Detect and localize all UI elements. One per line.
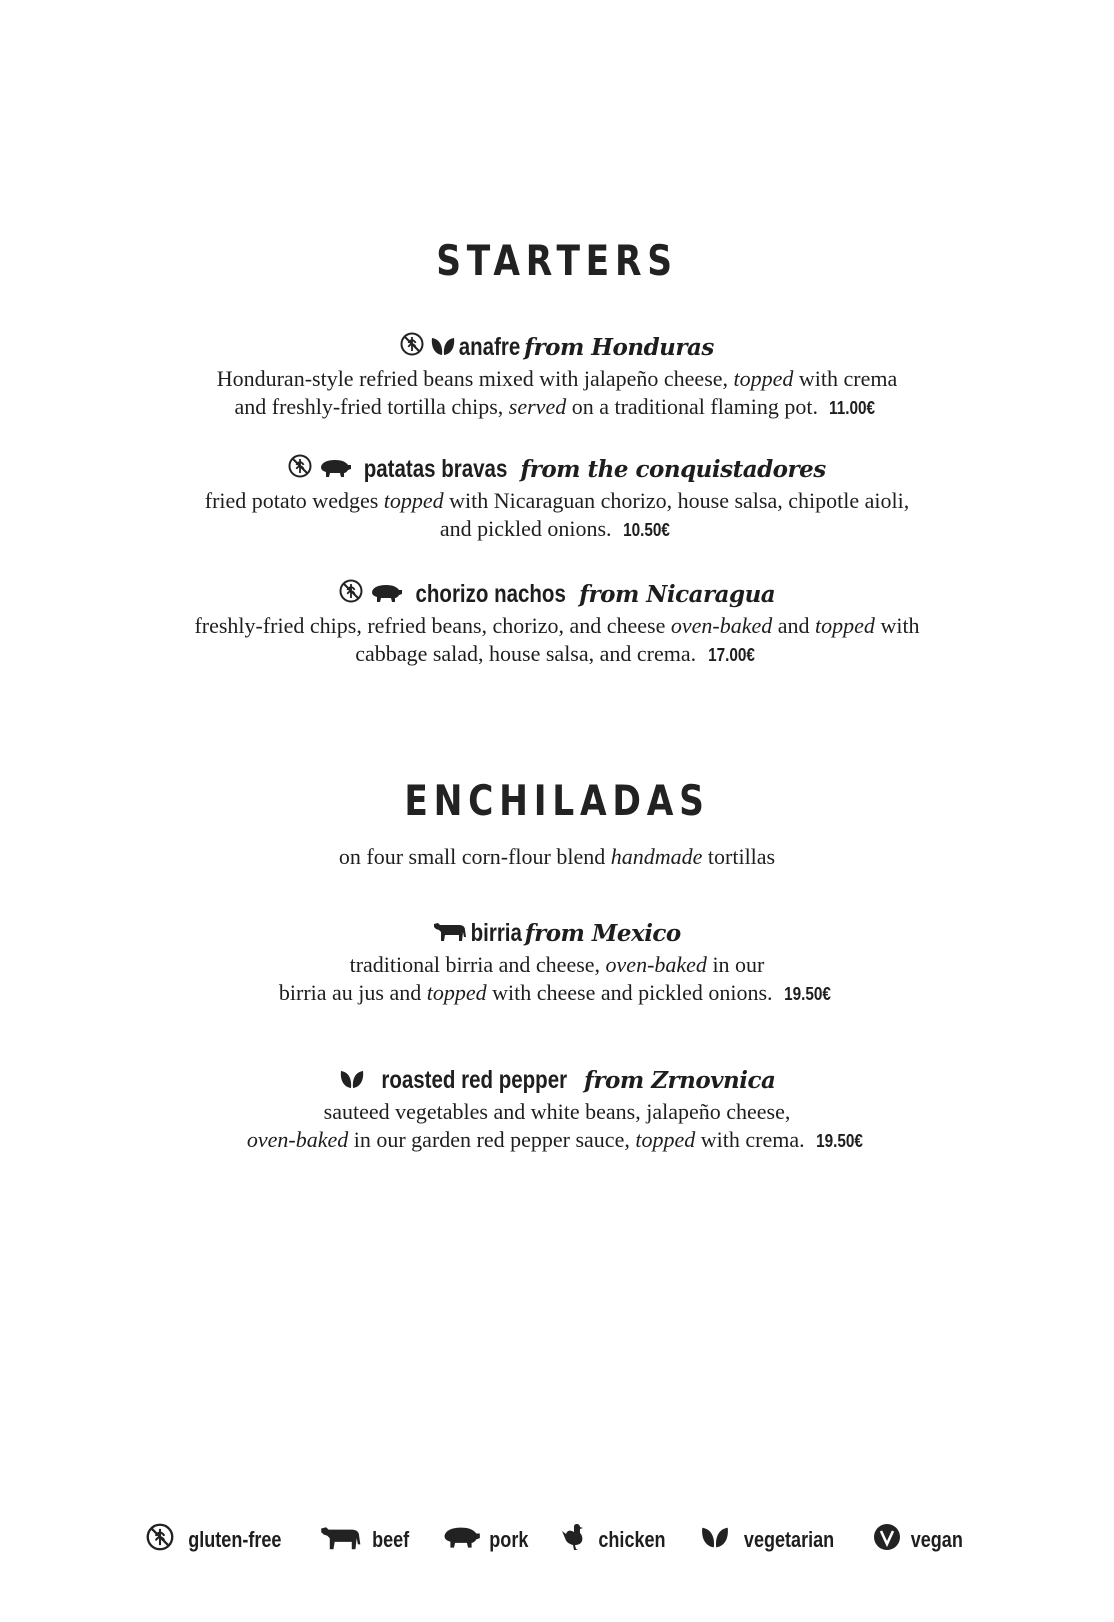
item-description: freshly-fried chips, refried beans, chorizo, and cheese oven-baked and topped with cabbage salad, house salsa, and crema. 17.00€ (0, 612, 1114, 669)
starters-heading: STARTERS (436, 236, 678, 285)
item-origin: from Mexico (524, 920, 681, 947)
vegetarian-icon (430, 331, 456, 365)
dietary-legend (0, 1522, 1114, 1557)
item-price: 17.00€ (707, 645, 755, 666)
legend-beef (320, 1523, 413, 1556)
legend-chicken (561, 1522, 673, 1557)
legend-gluten-free (146, 1523, 292, 1556)
legend-label: beef (371, 1526, 409, 1552)
item-origin: from Nicaragua (579, 581, 776, 608)
item-description: fried potato wedges topped with Nicaraguan chorizo, house salsa, chipotle aioli, and pickled onions. 10.50€ (0, 487, 1114, 544)
gluten-free-icon (288, 453, 312, 487)
item-name: chorizo nachos (415, 580, 566, 608)
beef-icon (433, 917, 469, 951)
item-name: birria (470, 919, 523, 947)
gluten-free-icon (400, 331, 424, 365)
legend-label: vegan (910, 1526, 963, 1552)
item-header (0, 330, 1114, 365)
legend-label: chicken (597, 1526, 666, 1552)
item-origin: from Zrnovnica (584, 1067, 776, 1094)
item-origin: from the conquistadores (520, 456, 826, 483)
item-header (0, 1063, 1114, 1098)
pork-icon (369, 578, 403, 612)
item-price: 19.50€ (784, 984, 831, 1005)
item-price: 10.50€ (623, 520, 670, 541)
legend-vegetarian (700, 1525, 844, 1554)
item-description: Honduran-style refried beans mixed with jalapeño cheese, topped with crema and freshly-fried tortilla chips, served on a traditional flaming pot. 11.00€ (0, 365, 1114, 422)
item-description: sauteed vegetables and white beans, jalapeño cheese, oven-baked in our garden red pepper sauce, topped with crema. 19.50€ (0, 1098, 1114, 1155)
vegetarian-icon (700, 1525, 730, 1554)
beef-icon (320, 1523, 364, 1556)
legend-label: vegetarian (744, 1526, 835, 1552)
legend-label: pork (489, 1526, 529, 1552)
item-name: patatas bravas (364, 455, 508, 483)
item-name: anafre (458, 333, 521, 361)
menu-item-chorizo-nachos (0, 577, 1114, 669)
enchiladas-heading: ENCHILADAS (404, 776, 710, 825)
enchiladas-subtitle: on four small corn-flour blend handmade tortillas (338, 844, 776, 869)
vegetarian-icon (339, 1064, 365, 1098)
legend-label: gluten-free (188, 1526, 282, 1552)
item-price: 11.00€ (829, 398, 876, 419)
vegan-icon (873, 1523, 901, 1556)
item-description: traditional birria and cheese, oven-baked in our birria au jus and topped with cheese and pickled onions. 19.50€ (0, 951, 1114, 1008)
gluten-free-icon (146, 1523, 174, 1556)
menu-item-roasted-red-pepper (0, 1063, 1114, 1155)
item-header (0, 452, 1114, 487)
item-price: 19.50€ (816, 1131, 864, 1152)
menu-item-birria (0, 916, 1114, 1008)
item-origin: from Honduras (524, 334, 714, 361)
item-header (0, 916, 1114, 951)
legend-vegan (873, 1523, 969, 1556)
menu-item-patatas-bravas (0, 452, 1114, 544)
item-name: roasted red pepper (380, 1066, 567, 1094)
chicken-icon (561, 1522, 587, 1557)
pork-icon (441, 1525, 481, 1554)
legend-pork (441, 1525, 533, 1554)
pork-icon (318, 453, 352, 487)
menu-item-anafre (0, 330, 1114, 422)
item-header (0, 577, 1114, 612)
gluten-free-icon (339, 578, 363, 612)
